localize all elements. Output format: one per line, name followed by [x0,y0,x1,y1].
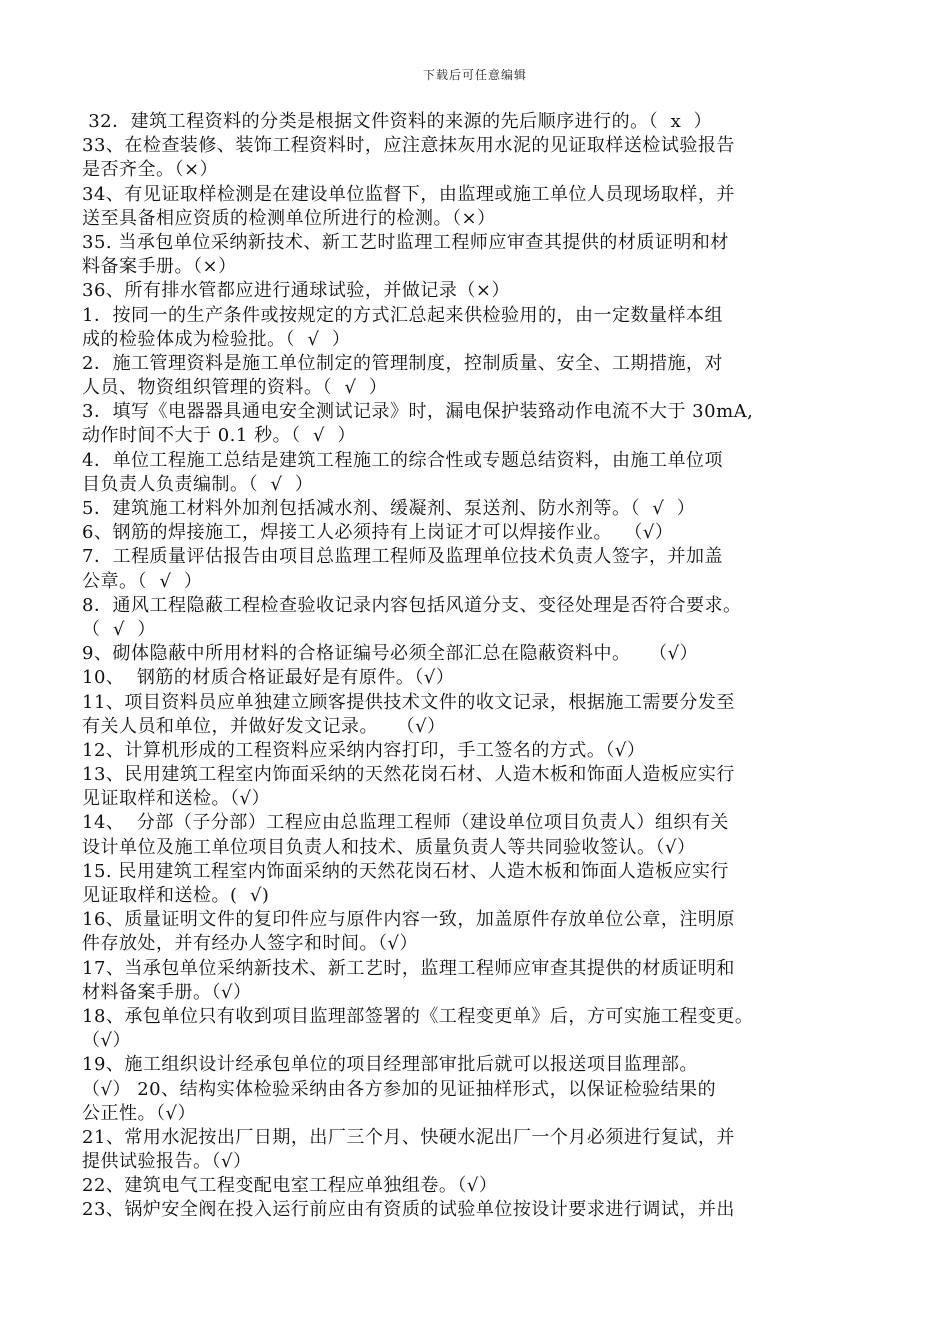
text-line: 目负责人负责编制。（ √ ） [82,473,314,495]
text-line: 公正性。（√） [82,1102,196,1124]
page-header: 下载后可任意编辑 [422,68,527,82]
text-line: 10、 钢筋的材质合格证最好是有原件。（√） [82,667,455,689]
text-line: 动作时间不大于 0.1 秒。（ √ ） [82,425,356,447]
text-line: 33、在检查装修、装饰工程资料时，应注意抹灰用水泥的见证取样送检试验报告 [82,135,735,157]
text-line: 16、质量证明文件的复印件应与原件内容一致，加盖原件存放单位公章，注明原 [82,909,735,931]
text-line: 7．工程质量评估报告由项目总监理工程师及监理单位技术负责人签字，并加盖 [82,546,723,568]
text-line: 35. 当承包单位采纳新技术、新工艺时监理工程师应审查其提供的材质证明和材 [82,231,729,253]
text-line: 6、钢筋的焊接施工，焊接工人必须持有上岗证才可以焊接作业。 （√） [82,522,674,544]
text-line: 料备案手册。（×） [82,256,237,278]
text-line: 8．通风工程隐蔽工程检查验收记录内容包括风道分支、变径处理是否符合要求。 [82,594,742,616]
text-line: 有关人员和单位，并做好发文记录。 （√） [82,715,446,737]
text-line: 19、施工组织设计经承包单位的项目经理部审批后就可以报送项目监理部。 [82,1054,698,1076]
text-line: 11、项目资料员应单独建立顾客提供技术文件的收文记录，根据施工需要分发至 [82,691,735,713]
text-line: 13、民用建筑工程室内饰面采纳的天然花岗石材、人造木板和饰面人造板应实行 [82,764,735,786]
text-line: 2．施工管理资料是施工单位制定的管理制度，控制质量、安全、工期措施，对 [82,352,723,374]
text-line: 1．按同一的生产条件或按规定的方式汇总起来供检验用的，由一定数量样本组 [82,304,723,326]
text-line: 14、 分部（子分部）工程应由总监理工程师（建设单位项目负责人）组织有关 [82,812,729,834]
text-line: 21、常用水泥按出厂日期，出厂三个月、快硬水泥出厂一个月必须进行复试，并 [82,1126,735,1148]
text-line: 公章。（ √ ） [82,570,203,592]
text-line: 提供试验报告。（√） [82,1151,252,1173]
text-line [82,1223,872,1247]
text-line: 送至具备相应资质的检测单位所进行的检测。（×） [82,207,496,229]
document-body [82,110,872,1247]
text-line: 设计单位及施工单位项目负责人和技术、质量负责人等共同验收签认。（√） [82,836,696,858]
text-line: 4．单位工程施工总结是建筑工程施工的综合性或专题总结资料，由施工单位项 [82,449,723,471]
text-line: 9、砌体隐蔽中所用材料的合格证编号必须全部汇总在隐蔽资料中。 （√） [82,643,699,665]
text-line: 17、当承包单位采纳新技术、新工艺时，监理工程师应审查其提供的材质证明和 [82,957,735,979]
text-line: 件存放处，并有经办人签字和时间。（√） [82,933,418,955]
text-line: 见证取样和送检。( √) [82,885,270,906]
text-line: 32．建筑工程资料的分类是根据文件资料的来源的先后顺序进行的。（ x ） [82,111,713,132]
text-line: 18、承包单位只有收到项目监理部签署的《工程变更单》后，方可实施工程变更。 [82,1005,754,1027]
text-line: 22、建筑电气工程变配电室工程应单独组卷。（√） [82,1175,498,1197]
text-line: 5．建筑施工材料外加剂包括减水剂、缓凝剂、泵送剂、防水剂等。（ √ ） [82,498,696,519]
text-line: 23、锅炉安全阀在投入运行前应由有资质的试验单位按设计要求进行调试，并出 [82,1199,735,1221]
text-line: 人员、物资组织管理的资料。（ √ ） [82,377,388,399]
text-line: 36、所有排水管都应进行通球试验，并做记录（×） [82,280,510,302]
text-line: 是否齐全。（×） [82,159,219,181]
text-line: （√） 20、结构实体检验采纳由各方参加的见证抽样形式，以保证检验结果的 [82,1078,717,1100]
text-line: 3．填写《电器器具通电安全测试记录》时，漏电保护装臵动作电流不大于 30mA, [82,401,754,423]
text-line: 15. 民用建筑工程室内饰面采纳的天然花岗石材、人造木板和饰面人造板应实行 [82,860,729,882]
text-line: 12、计算机形成的工程资料应采纳内容打印，手工签名的方式。（√） [82,739,646,761]
text-line: 34、有见证取样检测是在建设单位监督下，由监理或施工单位人员现场取样，并 [82,183,735,205]
text-line: 见证取样和送检。（√） [82,788,270,810]
text-line: 成的检验体成为检验批。（ √ ） [82,328,351,350]
text-line: 材料备案手册。（√） [82,981,252,1003]
text-line: （√） [82,1030,131,1052]
text-line: （ √ ） [82,618,156,640]
